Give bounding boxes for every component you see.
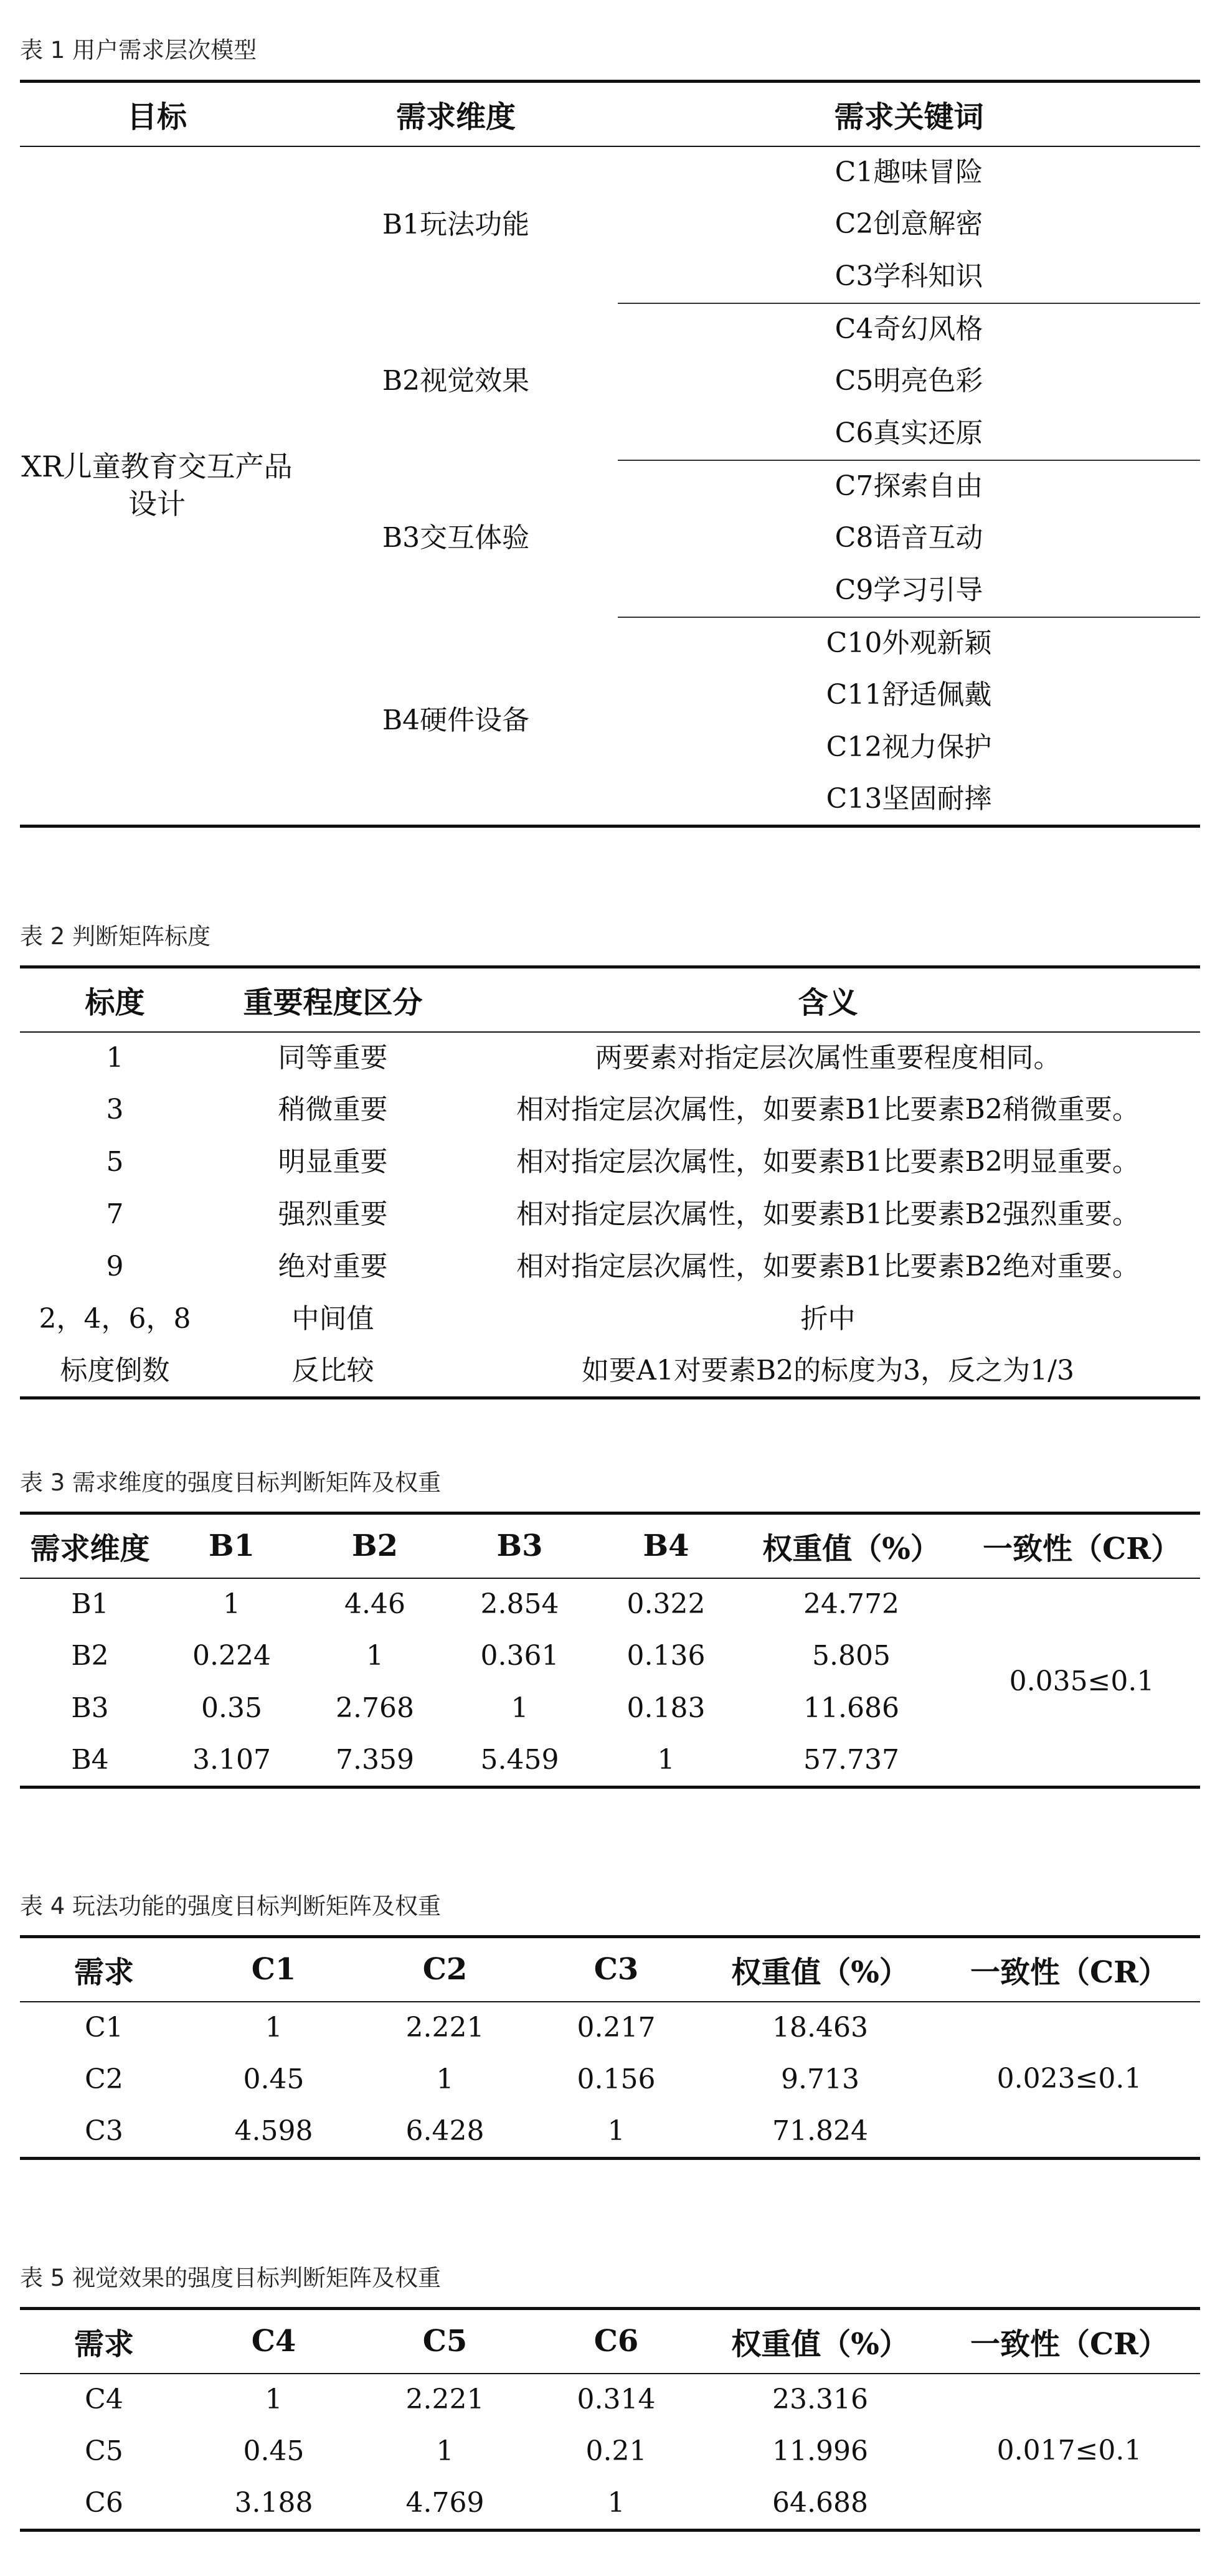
t2-header-scale: 标度	[20, 967, 210, 1032]
t1-keyword: C4奇幻风格	[835, 313, 983, 345]
t3-weight: 5.805	[812, 1640, 891, 1672]
t2-importance: 反比较	[291, 1354, 374, 1386]
t3-cell: B4	[71, 1743, 109, 1776]
t3-header: 权重值（%）	[739, 1513, 963, 1578]
t2-scale: 9	[106, 1251, 124, 1283]
t2-scale: 7	[106, 1198, 124, 1231]
table5-caption: 表 5 视觉效果的强度目标判断矩阵及权重	[20, 2265, 442, 2291]
t3-weight: 24.772	[803, 1588, 899, 1620]
t5-cell: 4.769	[405, 2486, 485, 2519]
t3-cell: 0.35	[201, 1692, 262, 1725]
t1-keyword: C8语音互动	[835, 522, 983, 554]
t1-dimension-b1: B1玩法功能	[382, 208, 530, 240]
t3-cell: 1	[223, 1588, 240, 1620]
t5-header: C4	[188, 2309, 359, 2374]
t4-consistency: 0.023≤0.1	[996, 2063, 1142, 2095]
t2-scale: 1	[106, 1041, 124, 1074]
table3-dimension-matrix	[20, 1512, 1200, 1789]
t5-cell: 2.221	[405, 2383, 485, 2415]
t2-meaning: 折中	[800, 1303, 856, 1335]
table2-caption: 表 2 判断矩阵标度	[20, 923, 211, 950]
t5-cell: C6	[85, 2486, 123, 2519]
t4-cell: C1	[85, 2011, 123, 2043]
t2-importance: 中间值	[291, 1303, 374, 1335]
table-row	[20, 1137, 1200, 1189]
t3-cell: 0.361	[480, 1640, 559, 1672]
t3-header: 需求维度	[20, 1513, 160, 1578]
t2-scale: 2，4，6，8	[39, 1303, 191, 1335]
t5-weight: 11.996	[772, 2435, 868, 2468]
t3-cell: B2	[71, 1640, 109, 1672]
t3-cell: 0.183	[627, 1692, 706, 1725]
t5-cell: C5	[85, 2435, 123, 2468]
t3-header: B3	[447, 1513, 593, 1578]
t1-keyword: C5明亮色彩	[835, 365, 983, 397]
t5-header: 一致性（CR）	[939, 2309, 1200, 2374]
t5-header: 需求	[20, 2309, 188, 2374]
t5-weight: 64.688	[772, 2486, 868, 2519]
t4-weight: 9.713	[781, 2063, 859, 2096]
t3-cell: 4.46	[344, 1588, 405, 1620]
table-row	[20, 1032, 1200, 1084]
t4-cell: 2.221	[405, 2011, 485, 2043]
t1-dimension-b4: B4硬件设备	[382, 704, 530, 736]
t5-cell: 0.314	[577, 2383, 656, 2415]
t4-cell: 6.428	[405, 2114, 485, 2147]
t3-header: B1	[160, 1513, 303, 1578]
t1-keyword: C3学科知识	[618, 251, 1200, 303]
table-row	[20, 1189, 1200, 1241]
t3-cell: 3.107	[192, 1743, 271, 1776]
t5-cell: C4	[85, 2383, 123, 2415]
t1-keyword: C11舒适佩戴	[826, 679, 992, 711]
t5-cell: 1	[436, 2435, 454, 2468]
t2-meaning: 相对指定层次属性，如要素B1比要素B2稍微重要。	[516, 1094, 1140, 1126]
t2-importance: 绝对重要	[278, 1251, 388, 1283]
table-row	[20, 1578, 1200, 1631]
t3-cell: 0.322	[627, 1588, 706, 1620]
t1-keyword: C7探索自由	[835, 470, 983, 502]
t5-weight: 23.316	[772, 2383, 868, 2415]
t2-importance: 稍微重要	[278, 1094, 388, 1126]
t4-weight: 71.824	[772, 2114, 868, 2147]
t3-cell: 1	[366, 1640, 384, 1672]
table-row	[20, 1241, 1200, 1294]
t1-dimension-b2: B2视觉效果	[382, 365, 530, 397]
table1-hierarchy-model	[20, 80, 1200, 828]
t3-cell: B3	[71, 1692, 109, 1725]
t2-meaning: 两要素对指定层次属性重要程度相同。	[595, 1041, 1061, 1074]
t4-header: C2	[359, 1937, 531, 2002]
t3-consistency: 0.035≤0.1	[1009, 1665, 1155, 1698]
t5-header: C5	[359, 2309, 531, 2374]
t4-cell: 0.156	[577, 2063, 656, 2096]
t3-weight: 57.737	[803, 1743, 899, 1776]
t1-dimension-b3: B3交互体验	[382, 522, 530, 554]
t2-importance: 明显重要	[278, 1146, 388, 1178]
t1-header-dimension: 需求维度	[294, 82, 618, 146]
t4-cell: 1	[436, 2063, 454, 2096]
t2-header-importance: 重要程度区分	[210, 967, 456, 1032]
t1-goal-cell	[20, 146, 294, 826]
t5-header: 权重值（%）	[702, 2309, 939, 2374]
table4-gameplay-matrix	[20, 1935, 1200, 2160]
t3-cell: 7.359	[336, 1743, 414, 1776]
t4-weight: 18.463	[772, 2011, 868, 2043]
t2-importance: 同等重要	[278, 1041, 388, 1074]
t1-header-keywords: 需求关键词	[618, 82, 1200, 146]
t1-keyword: C12视力保护	[826, 731, 992, 764]
t2-meaning: 如要A1对要素B2的标度为3，反之为1/3	[582, 1354, 1074, 1386]
t1-keyword: C13坚固耐摔	[826, 782, 992, 815]
t4-header: C1	[188, 1937, 359, 2002]
t4-cell: 1	[607, 2114, 625, 2147]
t4-cell: 1	[265, 2011, 283, 2043]
t1-header-goal: 目标	[20, 82, 294, 146]
t3-cell: 1	[511, 1692, 529, 1725]
t5-cell: 1	[265, 2383, 283, 2415]
t1-keyword: C2创意解密	[835, 208, 983, 240]
table3-caption: 表 3 需求维度的强度目标判断矩阵及权重	[20, 1469, 442, 1496]
t3-cell: 0.224	[192, 1640, 271, 1672]
t5-cell: 1	[607, 2486, 625, 2519]
t3-cell: 5.459	[480, 1743, 559, 1776]
t1-keyword: C6真实还原	[618, 408, 1200, 460]
t1-goal: XR儿童教育交互产品设计	[21, 449, 293, 521]
t2-scale: 3	[106, 1094, 124, 1126]
table2-scale	[20, 965, 1200, 1399]
table-row	[20, 1294, 1200, 1346]
t5-cell: 0.21	[585, 2435, 647, 2468]
t4-header: 一致性（CR）	[939, 1937, 1200, 2002]
t5-header: C6	[531, 2309, 702, 2374]
t5-cell: 0.45	[243, 2435, 305, 2468]
t3-cell: B1	[71, 1588, 109, 1620]
table5-visual-matrix	[20, 2307, 1200, 2532]
table-row	[20, 2002, 1200, 2054]
t1-keyword: C1趣味冒险	[835, 156, 983, 188]
t4-cell: 0.45	[243, 2063, 305, 2096]
t2-meaning: 相对指定层次属性，如要素B1比要素B2明显重要。	[516, 1146, 1140, 1178]
t2-scale: 5	[106, 1146, 124, 1178]
t3-header: B2	[303, 1513, 447, 1578]
t3-header: 一致性（CR）	[963, 1513, 1200, 1578]
t2-meaning: 相对指定层次属性，如要素B1比要素B2强烈重要。	[516, 1198, 1140, 1231]
table-row	[20, 2374, 1200, 2426]
t3-header: B4	[593, 1513, 739, 1578]
t5-cell: 3.188	[234, 2486, 313, 2519]
t5-consistency: 0.017≤0.1	[996, 2435, 1142, 2467]
table1-caption: 表 1 用户需求层次模型	[20, 37, 257, 64]
t1-keyword: C10外观新颖	[826, 627, 992, 659]
t2-meaning: 相对指定层次属性，如要素B1比要素B2绝对重要。	[516, 1251, 1140, 1283]
t1-keyword: C9学习引导	[618, 565, 1200, 617]
t4-cell: C3	[85, 2114, 123, 2147]
table-row	[20, 1084, 1200, 1137]
t4-header: 权重值（%）	[702, 1937, 939, 2002]
t3-cell: 1	[657, 1743, 675, 1776]
t4-cell: 0.217	[577, 2011, 656, 2043]
table4-caption: 表 4 玩法功能的强度目标判断矩阵及权重	[20, 1893, 442, 1920]
t4-header: C3	[531, 1937, 702, 2002]
t3-cell: 2.768	[336, 1692, 414, 1725]
t3-weight: 11.686	[803, 1692, 899, 1725]
table-row	[20, 1346, 1200, 1398]
t3-cell: 0.136	[627, 1640, 706, 1672]
t2-importance: 强烈重要	[278, 1198, 388, 1231]
t2-header-meaning: 含义	[456, 967, 1200, 1032]
t4-cell: 4.598	[234, 2114, 313, 2147]
t3-cell: 2.854	[480, 1588, 559, 1620]
t4-cell: C2	[85, 2063, 123, 2096]
t4-header: 需求	[20, 1937, 188, 2002]
t2-scale: 标度倒数	[60, 1354, 170, 1386]
